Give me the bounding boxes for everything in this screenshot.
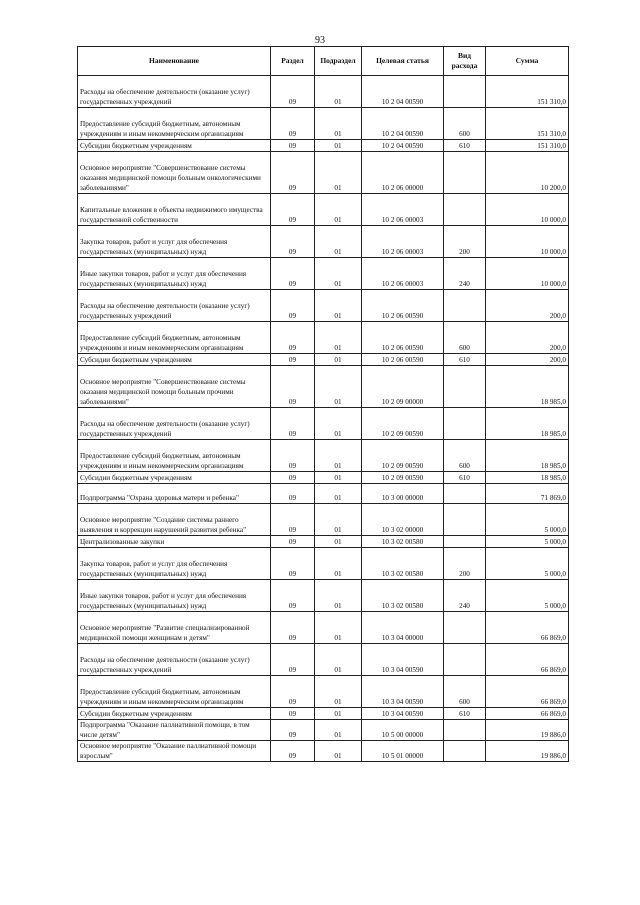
row-expense-type (444, 484, 486, 504)
row-amount: 10 000,0 (486, 226, 569, 258)
row-target: 10 2 06 00003 (362, 194, 444, 226)
row-expense-type: 610 (444, 708, 486, 720)
row-section: 09 (271, 580, 315, 612)
row-subsection: 01 (315, 708, 362, 720)
row-amount: 18 985,0 (486, 408, 569, 440)
table-row (78, 676, 569, 708)
row-amount: 10 200,0 (486, 152, 569, 194)
row-section: 09 (271, 322, 315, 354)
budget-table (77, 46, 569, 762)
row-target: 10 3 04 00590 (362, 708, 444, 720)
row-subsection: 01 (315, 194, 362, 226)
row-section: 09 (271, 226, 315, 258)
row-expense-type: 240 (444, 580, 486, 612)
table-row (78, 366, 569, 408)
row-subsection: 01 (315, 322, 362, 354)
row-expense-type: 600 (444, 440, 486, 472)
row-name: Субсидии бюджетным учреждениям (78, 708, 271, 720)
row-expense-type (444, 644, 486, 676)
table-row (78, 484, 569, 504)
row-amount: 200,0 (486, 290, 569, 322)
table-row (78, 580, 569, 612)
row-section: 09 (271, 366, 315, 408)
row-name: Расходы на обеспечение деятельности (оказание услуг) государственных учреждений (78, 644, 271, 676)
row-expense-type: 610 (444, 354, 486, 366)
row-name: Основное мероприятие "Совершенствование системы оказания медицинской помощи больным онкологическими заболеваниями" (78, 152, 271, 194)
row-target: 10 2 09 00590 (362, 408, 444, 440)
row-name: Субсидии бюджетным учреждениям (78, 472, 271, 484)
row-target: 10 2 06 00003 (362, 258, 444, 290)
row-name: Закупка товаров, работ и услуг для обеспечения государственных (муниципальных) нужд (78, 548, 271, 580)
row-amount: 18 985,0 (486, 366, 569, 408)
table-row (78, 504, 569, 536)
row-section: 09 (271, 536, 315, 548)
row-section: 09 (271, 720, 315, 741)
row-subsection: 01 (315, 76, 362, 108)
row-name: Расходы на обеспечение деятельности (оказание услуг) государственных учреждений (78, 408, 271, 440)
row-section: 09 (271, 408, 315, 440)
table-row (78, 408, 569, 440)
row-subsection: 01 (315, 472, 362, 484)
row-amount: 66 869,0 (486, 612, 569, 644)
page-number: 93 (315, 35, 325, 46)
row-expense-type (444, 290, 486, 322)
row-amount: 151 310,0 (486, 140, 569, 152)
row-section: 09 (271, 140, 315, 152)
row-name: Предоставление субсидий бюджетным, автономным учреждениям и иным некоммерческим организациям (78, 676, 271, 708)
row-target: 10 3 04 00590 (362, 644, 444, 676)
row-amount: 66 869,0 (486, 676, 569, 708)
row-section: 09 (271, 644, 315, 676)
row-target: 10 3 02 00580 (362, 548, 444, 580)
row-target: 10 2 06 00590 (362, 290, 444, 322)
row-subsection: 01 (315, 152, 362, 194)
row-subsection: 01 (315, 258, 362, 290)
row-subsection: 01 (315, 612, 362, 644)
table-row (78, 708, 569, 720)
row-name: Расходы на обеспечение деятельности (оказание услуг) государственных учреждений (78, 290, 271, 322)
row-subsection: 01 (315, 108, 362, 140)
row-expense-type (444, 504, 486, 536)
row-name: Иные закупки товаров, работ и услуг для обеспечения государственных (муниципальных) нужд (78, 258, 271, 290)
row-subsection: 01 (315, 676, 362, 708)
row-section: 09 (271, 76, 315, 108)
row-amount: 5 000,0 (486, 536, 569, 548)
row-target: 10 5 01 00000 (362, 741, 444, 762)
row-amount: 18 985,0 (486, 472, 569, 484)
row-section: 09 (271, 676, 315, 708)
row-expense-type (444, 536, 486, 548)
row-name: Подпрограмма "Оказание паллиативной помощи, в том числе детям" (78, 720, 271, 741)
table-row (78, 472, 569, 484)
row-name: Основное мероприятие "Развитие специализированной медицинской помощи женщинам и детям" (78, 612, 271, 644)
row-section: 09 (271, 472, 315, 484)
row-expense-type (444, 720, 486, 741)
row-target: 10 2 06 00000 (362, 152, 444, 194)
header-name: Наименование (78, 47, 271, 76)
row-target: 10 2 04 00590 (362, 140, 444, 152)
row-expense-type (444, 408, 486, 440)
row-name: Субсидии бюджетным учреждениям (78, 140, 271, 152)
row-expense-type (444, 194, 486, 226)
row-section: 09 (271, 194, 315, 226)
row-expense-type: 610 (444, 140, 486, 152)
row-expense-type (444, 366, 486, 408)
table-row (78, 741, 569, 762)
table-row (78, 226, 569, 258)
row-expense-type: 200 (444, 548, 486, 580)
row-amount: 151 310,0 (486, 76, 569, 108)
row-amount: 10 000,0 (486, 258, 569, 290)
header-amount: Сумма (486, 47, 569, 76)
row-subsection: 01 (315, 741, 362, 762)
table-row (78, 322, 569, 354)
row-amount: 151 310,0 (486, 108, 569, 140)
row-name: Предоставление субсидий бюджетным, автономным учреждениям и иным некоммерческим организациям (78, 108, 271, 140)
row-name: Предоставление субсидий бюджетным, автономным учреждениям и иным некоммерческим организациям (78, 322, 271, 354)
header-subsection: Подраздел (315, 47, 362, 76)
table-row (78, 76, 569, 108)
row-subsection: 01 (315, 366, 362, 408)
header-expense-type: Вид расхода (444, 47, 486, 76)
row-amount: 5 000,0 (486, 548, 569, 580)
row-section: 09 (271, 741, 315, 762)
row-target: 10 2 09 00590 (362, 472, 444, 484)
row-subsection: 01 (315, 354, 362, 366)
row-section: 09 (271, 258, 315, 290)
row-expense-type: 600 (444, 322, 486, 354)
row-section: 09 (271, 504, 315, 536)
table-row (78, 644, 569, 676)
table-row (78, 290, 569, 322)
row-name: Основное мероприятие "Оказание паллиативной помощи взрослым" (78, 741, 271, 762)
table-row (78, 548, 569, 580)
row-section: 09 (271, 708, 315, 720)
header-target: Целевая статья (362, 47, 444, 76)
row-amount: 18 985,0 (486, 440, 569, 472)
table-row (78, 194, 569, 226)
row-target: 10 2 09 00000 (362, 366, 444, 408)
row-name: Закупка товаров, работ и услуг для обеспечения государственных (муниципальных) нужд (78, 226, 271, 258)
row-amount: 5 000,0 (486, 504, 569, 536)
row-subsection: 01 (315, 290, 362, 322)
table-row (78, 258, 569, 290)
row-name: Основное мероприятие "Совершенствование системы оказания медицинской помощи больным прочими заболеваниями" (78, 366, 271, 408)
row-subsection: 01 (315, 536, 362, 548)
row-name: Иные закупки товаров, работ и услуг для обеспечения государственных (муниципальных) нужд (78, 580, 271, 612)
row-expense-type: 600 (444, 108, 486, 140)
row-section: 09 (271, 612, 315, 644)
table-header-row (78, 47, 569, 76)
row-section: 09 (271, 108, 315, 140)
row-amount: 19 886,0 (486, 720, 569, 741)
row-target: 10 3 00 00000 (362, 484, 444, 504)
row-expense-type: 610 (444, 472, 486, 484)
row-subsection: 01 (315, 720, 362, 741)
row-name: Капитальные вложения в объекты недвижимого имущества государственной собственности (78, 194, 271, 226)
table-row (78, 440, 569, 472)
row-amount: 200,0 (486, 354, 569, 366)
row-amount: 19 886,0 (486, 741, 569, 762)
row-section: 09 (271, 152, 315, 194)
row-target: 10 2 06 00590 (362, 354, 444, 366)
table-row (78, 612, 569, 644)
row-section: 09 (271, 440, 315, 472)
row-subsection: 01 (315, 226, 362, 258)
row-target: 10 2 09 00590 (362, 440, 444, 472)
table-row (78, 140, 569, 152)
row-name: Централизованные закупки (78, 536, 271, 548)
row-target: 10 3 02 00000 (362, 504, 444, 536)
row-expense-type (444, 612, 486, 644)
row-subsection: 01 (315, 644, 362, 676)
row-target: 10 3 04 00000 (362, 612, 444, 644)
row-amount: 10 000,0 (486, 194, 569, 226)
row-target: 10 2 06 00590 (362, 322, 444, 354)
row-name: Расходы на обеспечение деятельности (оказание услуг) государственных учреждений (78, 76, 271, 108)
row-amount: 66 869,0 (486, 708, 569, 720)
table-row (78, 354, 569, 366)
table-row (78, 536, 569, 548)
row-section: 09 (271, 484, 315, 504)
row-name: Субсидии бюджетным учреждениям (78, 354, 271, 366)
table-row (78, 152, 569, 194)
row-section: 09 (271, 290, 315, 322)
row-target: 10 3 04 00590 (362, 676, 444, 708)
row-section: 09 (271, 548, 315, 580)
row-subsection: 01 (315, 580, 362, 612)
row-expense-type: 600 (444, 676, 486, 708)
row-expense-type: 200 (444, 226, 486, 258)
row-name: Подпрограмма "Охрана здоровья матери и ребенка" (78, 484, 271, 504)
row-subsection: 01 (315, 548, 362, 580)
row-section: 09 (271, 354, 315, 366)
row-target: 10 5 00 00000 (362, 720, 444, 741)
row-target: 10 3 02 00580 (362, 580, 444, 612)
row-subsection: 01 (315, 484, 362, 504)
table-row (78, 108, 569, 140)
row-amount: 200,0 (486, 322, 569, 354)
row-target: 10 2 04 00590 (362, 108, 444, 140)
row-amount: 71 869,0 (486, 484, 569, 504)
row-name: Основное мероприятие "Создание системы раннего выявления и коррекции нарушений развития ребенка" (78, 504, 271, 536)
row-expense-type (444, 152, 486, 194)
header-section: Раздел (271, 47, 315, 76)
row-subsection: 01 (315, 440, 362, 472)
row-target: 10 2 06 00003 (362, 226, 444, 258)
table-row (78, 720, 569, 741)
row-expense-type (444, 741, 486, 762)
row-amount: 5 000,0 (486, 580, 569, 612)
row-expense-type (444, 76, 486, 108)
row-amount: 66 869,0 (486, 644, 569, 676)
row-subsection: 01 (315, 504, 362, 536)
row-subsection: 01 (315, 140, 362, 152)
row-name: Предоставление субсидий бюджетным, автономным учреждениям и иным некоммерческим организациям (78, 440, 271, 472)
row-target: 10 2 04 00590 (362, 76, 444, 108)
row-expense-type: 240 (444, 258, 486, 290)
row-target: 10 3 02 00580 (362, 536, 444, 548)
row-subsection: 01 (315, 408, 362, 440)
